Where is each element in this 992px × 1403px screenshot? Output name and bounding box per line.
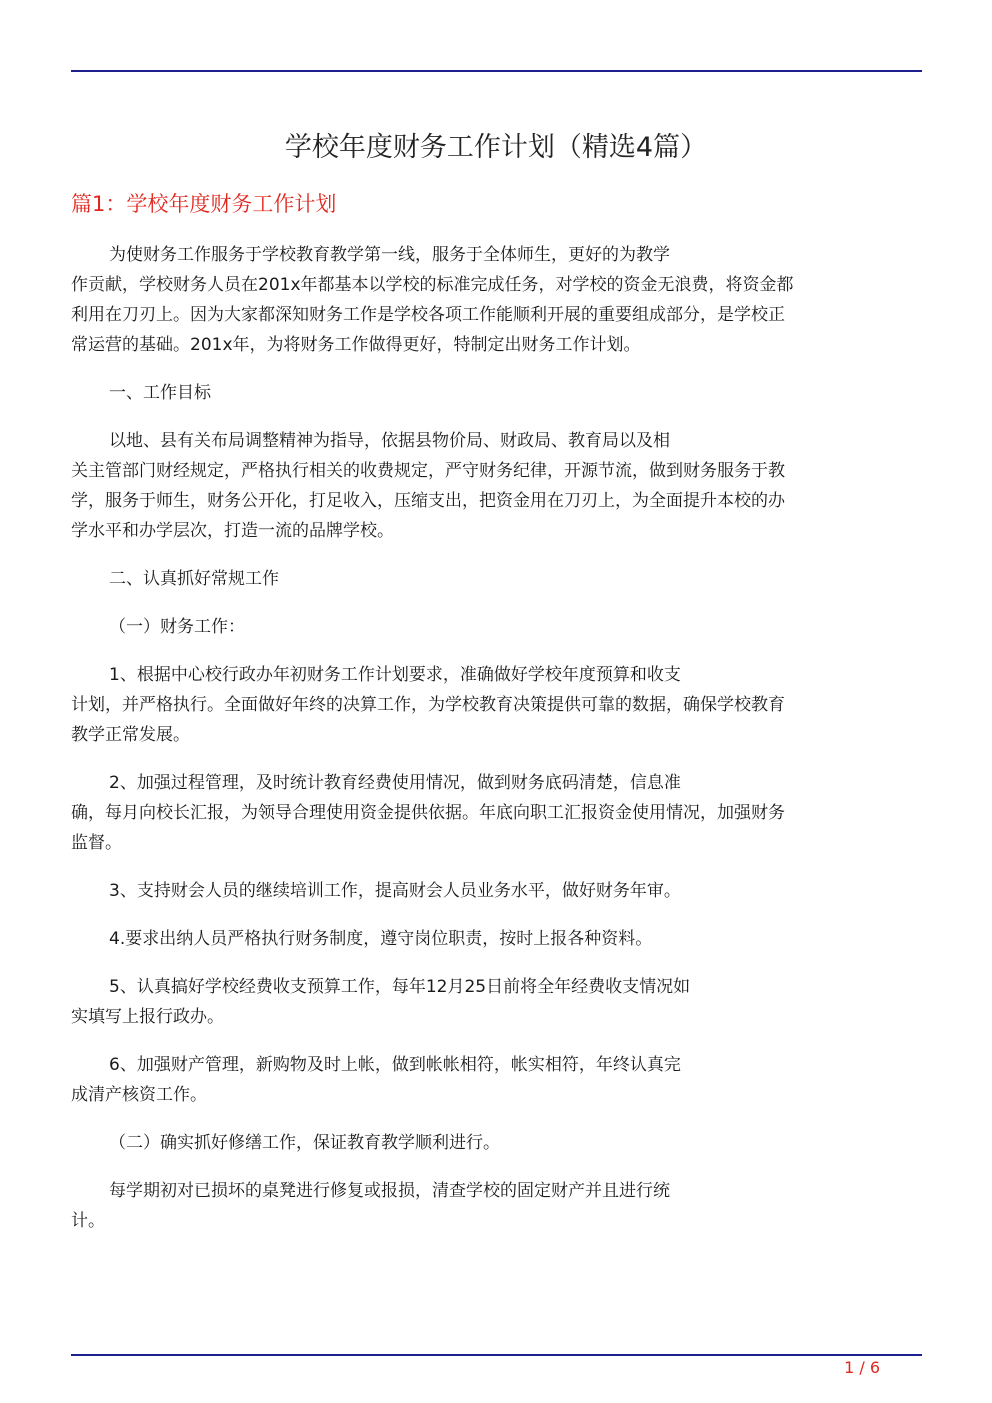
- line-text: 计。: [71, 1211, 105, 1231]
- line-text: 1、根据中心校行政办年初财务工作计划要求，准确做好学校年度预算和收支: [109, 665, 681, 685]
- line-text: 为使财务工作服务于学校教育教学第一线，服务于全体师生，更好的为教学: [109, 245, 670, 265]
- paragraph-line: [71, 564, 922, 594]
- line-text: 成清产核资工作。: [71, 1085, 207, 1105]
- paragraph-line: [71, 876, 922, 906]
- paragraph: [71, 972, 922, 1032]
- paragraph-line: [71, 690, 922, 720]
- paragraph: [71, 240, 922, 360]
- paragraph-line: [71, 516, 922, 546]
- line-text: 二、认真抓好常规工作: [109, 569, 279, 589]
- paragraph-line: [71, 330, 922, 360]
- paragraph: [71, 612, 922, 642]
- line-text: 3、支持财会人员的继续培训工作，提高财会人员业务水平，做好财务年审。: [109, 881, 681, 901]
- paragraph: [71, 660, 922, 750]
- paragraph-line: [71, 1206, 922, 1236]
- paragraph-line: [71, 720, 922, 750]
- document-title: 学校年度财务工作计划（精选4篇）: [284, 132, 708, 163]
- line-text: 关主管部门财经规定，严格执行相关的收费规定，严守财务纪律，开源节流，做到财务服务于教: [71, 461, 785, 481]
- paragraph: [71, 1176, 922, 1236]
- paragraph: [71, 1050, 922, 1110]
- paragraph: [71, 768, 922, 858]
- line-text: （二）确实抓好修缮工作，保证教育教学顺利进行。: [109, 1133, 500, 1153]
- section-heading: 篇1：学校年度财务工作计划: [71, 192, 337, 216]
- line-text: 实填写上报行政办。: [71, 1007, 224, 1027]
- paragraph-line: [71, 1002, 922, 1032]
- line-text: 学，服务于师生，财务公开化，打足收入，压缩支出，把资金用在刀刃上，为全面提升本校的办: [71, 491, 785, 511]
- line-text: 一、工作目标: [109, 383, 211, 403]
- paragraph-line: [71, 1050, 922, 1080]
- paragraph: [71, 426, 922, 546]
- line-text: 每学期初对已损坏的桌凳进行修复或报损，清查学校的固定财产并且进行统: [109, 1181, 670, 1201]
- line-text: 确，每月向校长汇报，为领导合理使用资金提供依据。年底向职工汇报资金使用情况，加强财务: [71, 803, 785, 823]
- paragraph: [71, 1128, 922, 1158]
- line-text: （一）财务工作：: [109, 617, 245, 637]
- paragraph-line: [71, 240, 922, 270]
- paragraph-line: [71, 300, 922, 330]
- line-text: 计划，并严格执行。全面做好年终的决算工作，为学校教育决策提供可靠的数据，确保学校教育: [71, 695, 785, 715]
- paragraph-line: [71, 798, 922, 828]
- document-body: [71, 240, 922, 1254]
- page-number: 1 / 6: [844, 1358, 880, 1377]
- paragraph-line: [71, 828, 922, 858]
- paragraph-line: [71, 972, 922, 1002]
- paragraph-line: [71, 1128, 922, 1158]
- line-text: 5、认真搞好学校经费收支预算工作，每年12月25日前将全年经费收支情况如: [109, 977, 691, 997]
- line-text: 2、加强过程管理，及时统计教育经费使用情况，做到财务底码清楚，信息准: [109, 773, 681, 793]
- line-text: 教学正常发展。: [71, 725, 190, 745]
- line-text: 常运营的基础。201x年，为将财务工作做得更好，特制定出财务工作计划。: [71, 335, 641, 355]
- header-rule: [71, 70, 922, 72]
- paragraph-line: [71, 456, 922, 486]
- line-text: 4.要求出纳人员严格执行财务制度，遵守岗位职责，按时上报各种资料。: [109, 929, 653, 949]
- paragraph-line: [71, 924, 922, 954]
- paragraph: [71, 876, 922, 906]
- line-text: 以地、县有关布局调整精神为指导，依据县物价局、财政局、教育局以及相: [109, 431, 670, 451]
- paragraph-line: [71, 1176, 922, 1206]
- paragraph-line: [71, 270, 922, 300]
- paragraph-line: [71, 660, 922, 690]
- paragraph: [71, 924, 922, 954]
- line-text: 作贡献，学校财务人员在201x年都基本以学校的标准完成任务，对学校的资金无浪费，将资金都: [71, 275, 794, 295]
- paragraph-line: [71, 426, 922, 456]
- line-text: 学水平和办学层次，打造一流的品牌学校。: [71, 521, 394, 541]
- paragraph: [71, 378, 922, 408]
- line-text: 6、加强财产管理，新购物及时上帐，做到帐帐相符，帐实相符，年终认真完: [109, 1055, 681, 1075]
- line-text: 利用在刀刃上。因为大家都深知财务工作是学校各项工作能顺利开展的重要组成部分，是学校正: [71, 305, 785, 325]
- paragraph-line: [71, 486, 922, 516]
- line-text: 监督。: [71, 833, 122, 853]
- footer-rule: [71, 1354, 922, 1356]
- paragraph-line: [71, 378, 922, 408]
- paragraph: [71, 564, 922, 594]
- paragraph-line: [71, 1080, 922, 1110]
- paragraph-line: [71, 768, 922, 798]
- paragraph-line: [71, 612, 922, 642]
